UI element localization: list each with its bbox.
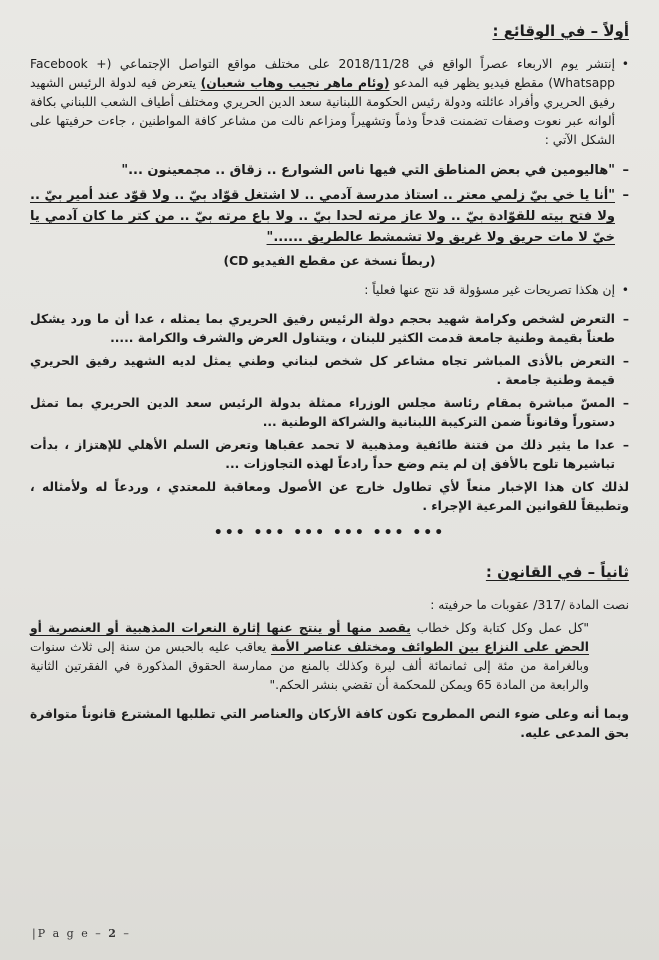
statements-intro-text: إن هكذا تصريحات غير مسؤولة قد نتج عنها فعلياً : (364, 283, 615, 297)
quote-two (30, 185, 629, 248)
section-law-title: ثانياً – في القانون : (485, 563, 629, 581)
page-number: 2 (108, 927, 118, 940)
article-text-start: "كل عمل وكل كتابة وكل خطاب (410, 621, 589, 635)
quote-one (30, 160, 629, 181)
article-text-underlined: يقصد منها أو ينتج عنها إثارة النعرات المذهبية أو العنصرية أو الحض على النزاع بين الطوائف ومختلف عناصر الأمة (30, 621, 589, 654)
section-facts-title: أولاً – في الوقائع : (492, 22, 629, 40)
page-label: |P a g e – (32, 927, 109, 940)
facts-conclusion: لذلك كان هذا الإخبار منعاً لأي تطاول خارج عن الأصول ومعاقبة للمعتدي ، وردعاً له ولأمثاله ، وتطبيقاً للقوانين المرعية الإجراء . (30, 480, 629, 513)
consequence-item-text: المسّ مباشرة بمقام رئاسة مجلس الوزراء ممثلة بدولة الرئيس سعد الدين الحريري بما تمثل دستوراً وقانوناً ضمن التركيبة اللبنانية والشراكة الوطنية ... (30, 396, 615, 429)
defendant-name: (وئام ماهر نجيب وهاب شعبان) (200, 76, 390, 90)
article-intro: نصت المادة /317/ عقوبات ما حرفيته : (430, 598, 629, 612)
quote-two-text: "أنا يا خي بيّ زلمي معتر .. استاذ مدرسة آدمي .. لا اشتغل قوّاد بيّ .. ولا قوّد عند أمير بيّ .. ولا فتح بيته للقوّادة بيّ .. ولا عاز مرته لحدا بيّ .. ولا باع مرته بيّ .. من كتر ما كان آدمي يا خيّ لا مات حريق ولا غريق ولا تشمشط عالطريق ......" (30, 188, 615, 245)
cd-note: (ربطاً نسخة عن مقطع الفيديو CD) (223, 254, 436, 268)
facts-intro-text-b: (Facebook + Whatsapp) مقطع فيديو يظهر فيه المدعو (30, 57, 615, 90)
facts-intro-text-a: إنتشر يوم الاربعاء عصراً الواقع في 2018/11/28 على مختلف مواقع التواصل الإجتماعي (119, 57, 615, 71)
consequence-item (30, 310, 629, 348)
consequence-item-text: التعرض بالأذى المباشر تجاه مشاعر كل شخص لبناني وطني يمثل لديه الشهيد رفيق الحريري قيمة وطنية جامعة . (30, 354, 615, 387)
page-suffix: – (117, 927, 131, 940)
article-text (30, 619, 629, 695)
statements-intro (30, 281, 629, 300)
consequence-item-text: عدا ما يثير ذلك من فتنة طائفية ومذهبية لا تحمد عقباها وتعرض السلم الأهلي للإهتزاز ، بدأت تباشيرها تلوح بالأفق إن لم يتم وضع حداً رادعاً لهذه التجاوزات ... (30, 438, 615, 471)
quote-one-text: "هاليومين في بعض المناطق التي فيها ناس الشوارع .. زقاق .. مجمعينون ..." (121, 163, 615, 178)
section-divider-dots: ••• ••• ••• ••• ••• ••• (213, 525, 446, 541)
facts-intro-text-c: يتعرض فيه لدولة الرئيس الشهيد رفيق الحريري وأفراد عائلته ودولة رئيس الحكومة اللبنانية سعد الدين الحريري ومختلف أطياف الشعب اللبناني بكافة ألوانه عبر نعوت وصفات تضمنت قدحاً وذماً وتشهيراً ومزاعم نالت من مشاعر كافة المواطنين ، جاءت حرفيتها على الشكل الآتي : (30, 76, 615, 147)
consequence-item (30, 352, 629, 390)
consequence-item-text: التعرض لشخص وكرامة شهيد بحجم دولة الرئيس رفيق الحريري بما يمثله ، عدا أن ما ورد يشكل طعناً بقيمة وطنية جامعة قدمت الكثير للبنان ، ويتناول العرض والشرف والكرامة ..... (30, 312, 615, 345)
page-body (30, 22, 629, 920)
page-footer (32, 927, 131, 940)
consequence-item (30, 436, 629, 474)
consequence-item (30, 394, 629, 432)
law-closing: وبما أنه وعلى ضوء النص المطروح تكون كافة الأركان والعناصر التي تطلبها المشترع قانوناً متوافرة بحق المدعى عليه. (30, 707, 629, 740)
article-text-end: يعاقب عليه بالحبس من سنة إلى ثلاث سنوات وبالغرامة من مئة إلى ثمانمائة ألف ليرة وكذلك بالمنع من ممارسة الحقوق المذكورة في الفقرتين الثانية والرابعة من المادة 65 ويمكن للمحكمة أن تقضي بنشر الحكم." (30, 640, 589, 692)
facts-intro-paragraph (30, 55, 629, 150)
